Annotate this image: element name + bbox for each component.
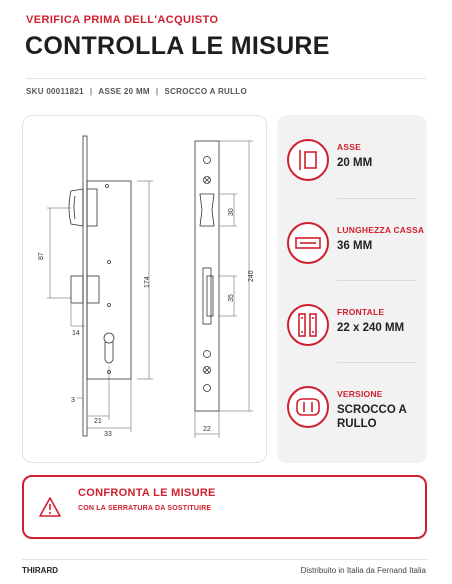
alert-title: CONFRONTA LE MISURE [78, 487, 216, 499]
distributor-text: Distribuito in Italia da Fernand Italia [300, 566, 426, 575]
spec-axis [277, 115, 427, 197]
dim-21: 21 [94, 418, 102, 425]
compare-measures-alert [22, 475, 427, 539]
eyebrow-text: VERIFICA PRIMA DELL'ACQUISTO [26, 14, 219, 26]
dim-174: 174 [144, 276, 151, 288]
footer-divider [22, 559, 427, 560]
spec-version-label: VERSIONE [337, 389, 383, 399]
dim-30: 30 [228, 208, 235, 216]
warning-icon [38, 496, 62, 518]
top-divider [26, 78, 426, 79]
spec-axis-value: 20 MM [337, 157, 373, 169]
page-title: CONTROLLA LE MISURE [25, 32, 330, 60]
dim-240: 240 [248, 270, 255, 282]
spec-version-value: SCROCCO A RULLO [337, 404, 407, 430]
type-text: SCROCCO A RULLO [164, 87, 248, 96]
spec-faceplate-label: FRONTALE [337, 307, 385, 317]
spec-axis-label: ASSE [337, 142, 361, 152]
spec-case-length [277, 198, 427, 280]
axis-icon [287, 139, 329, 181]
sku-text: SKU 00011821 [26, 87, 84, 96]
axis-text: ASSE 20 MM [98, 87, 150, 96]
spec-faceplate [277, 280, 427, 362]
case-length-icon [287, 222, 329, 264]
dim-33: 33 [104, 431, 112, 438]
technical-drawing-card [22, 115, 267, 463]
spec-version [277, 362, 427, 444]
dim-14: 14 [72, 330, 80, 337]
lock-technical-drawing [23, 116, 268, 464]
roller-latch-icon [287, 386, 329, 428]
spec-case-length-value: 36 MM [337, 240, 373, 252]
specs-card [277, 115, 427, 463]
spec-case-length-label: LUNGHEZZA CASSA [337, 225, 425, 235]
dim-3: 3 [71, 397, 75, 404]
dim-87: 87 [38, 252, 45, 260]
faceplate-icon [287, 304, 329, 346]
product-meta: SKU 00011821 | ASSE 20 MM | SCROCCO A RULLO [26, 87, 248, 96]
dim-35: 35 [228, 294, 235, 302]
brand-name: THIRARD [22, 566, 58, 575]
spec-faceplate-value: 22 x 240 MM [337, 322, 405, 334]
dim-22: 22 [203, 426, 211, 433]
alert-subtitle: CON LA SERRATURA DA SOSTITUIRE [78, 505, 212, 512]
